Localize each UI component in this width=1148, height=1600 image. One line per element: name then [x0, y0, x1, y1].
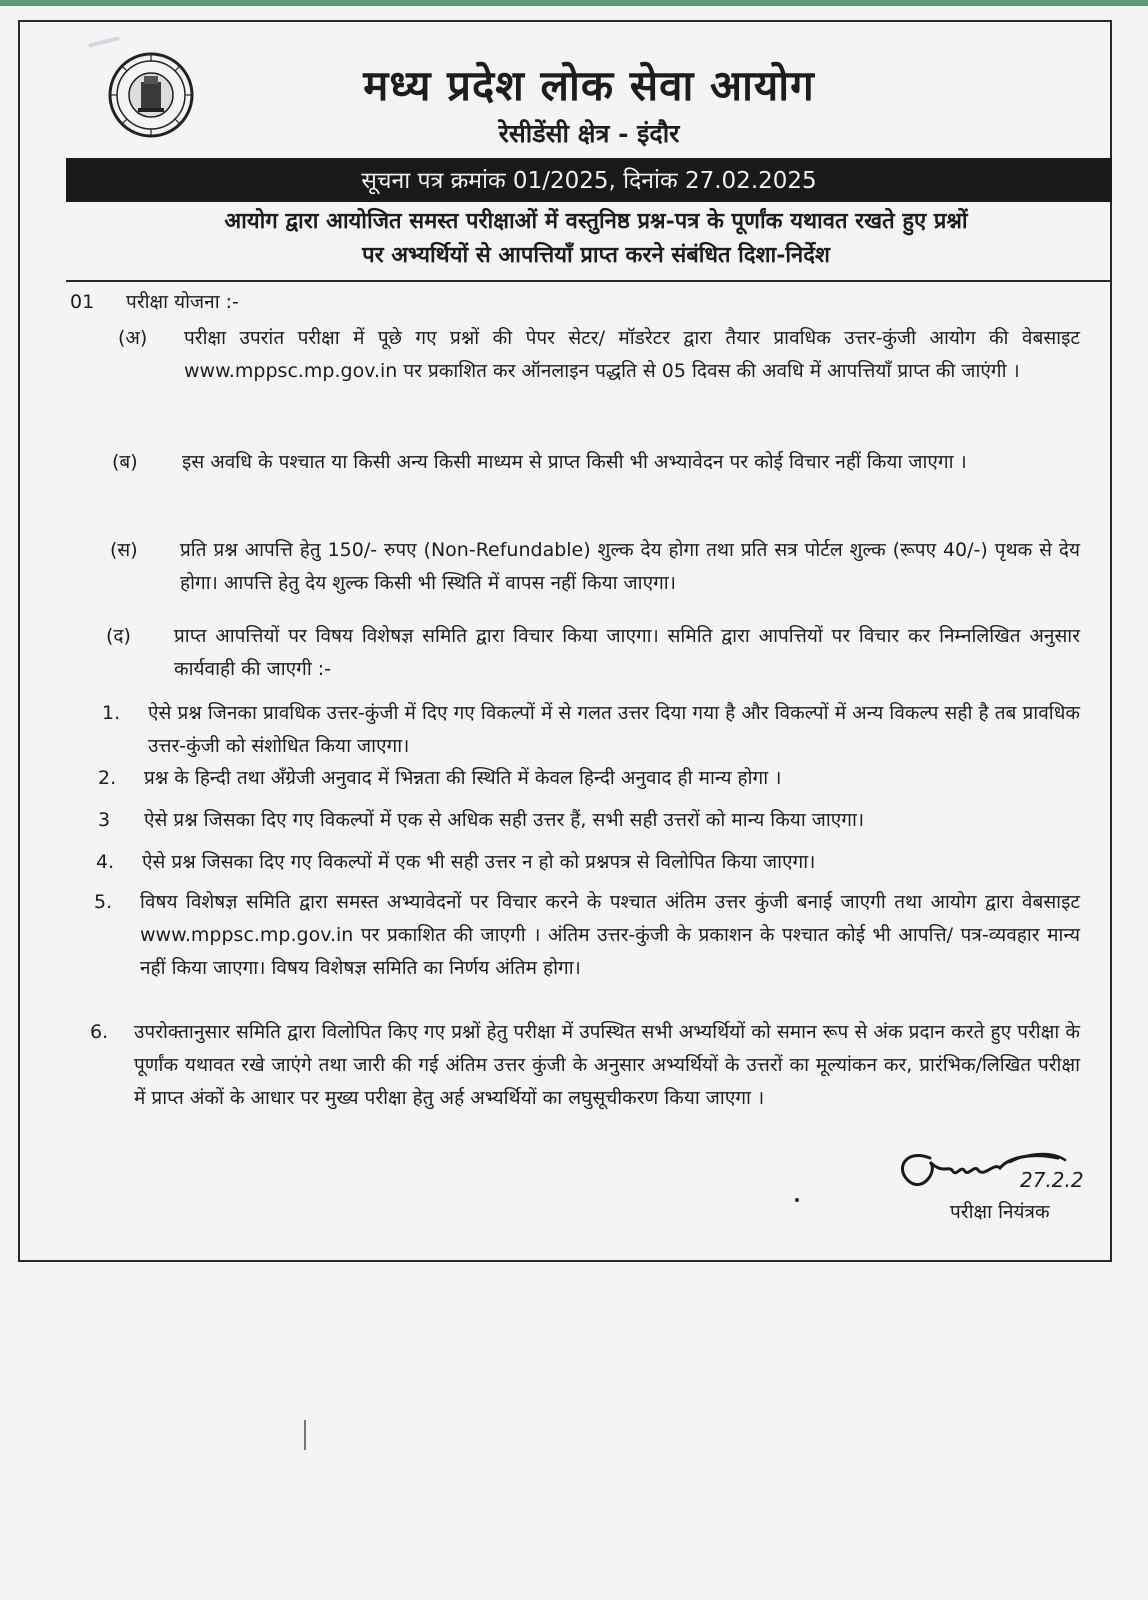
- signatory-designation: परीक्षा नियंत्रक: [950, 1201, 1050, 1223]
- numbered-item: [96, 846, 1082, 880]
- region-subtitle: रेसीडेंसी क्षेत्र - इंदौर: [498, 119, 680, 148]
- item-label: (ब): [112, 451, 138, 473]
- notice-number: सूचना पत्र क्रमांक 01/2025, दिनांक 27.02.2025: [361, 168, 817, 194]
- item-text: उपरोक्तानुसार समिति द्वारा विलोपित किए गए प्रश्नों हेतु परीक्षा में उपस्थित सभी अभ्यर्थियों को समान रूप से अंक प्रदान करते हुए परीक्षा के पूर्णांक यथावत रखे जाएंगे तथा जारी की गई अंतिम उत्तर कुंजी के अनुसार अभ्यर्थियों के उत्तरों का मूल्यांकन कर, प्रारंभिक/लिखित परीक्षा में प्राप्त अंकों के आधार पर मुख्य परीक्षा हेतु अर्ह अभ्यर्थियों का लघुसूचीकरण किया जाएगा ।: [134, 1021, 1080, 1109]
- lettered-item: [110, 534, 1082, 604]
- section-heading: [70, 286, 239, 319]
- numbered-item: [90, 1016, 1082, 1148]
- lettered-item: [112, 322, 1082, 422]
- item-label: 2.: [98, 767, 117, 789]
- item-label: (अ): [118, 327, 148, 349]
- item-text: ऐसे प्रश्न जिनका प्रावधिक उत्तर-कुंजी में दिए गए विकल्पों में से गलत उत्तर दिया गया है और विकल्पों में अन्य विकल्प सही है तब प्रावधिक उत्तर-कुंजी को संशोधित किया जाएगा।: [148, 702, 1080, 757]
- notice-number-bar: [66, 158, 1112, 202]
- section-title: परीक्षा योजना :-: [126, 291, 239, 313]
- item-label: 3: [98, 809, 111, 831]
- document-header: [68, 44, 1110, 174]
- stray-line: [304, 1420, 306, 1450]
- signature-block: [890, 1140, 1120, 1240]
- signature-date: 27.2.2: [1020, 1168, 1084, 1192]
- lettered-item: [112, 446, 1082, 516]
- item-text: प्राप्त आपत्तियों पर विषय विशेषज्ञ समिति द्वारा विचार किया जाएगा। समिति द्वारा आपत्तियों पर विचार कर निम्नलिखित अनुसार कार्यवाही की जाएगी :-: [174, 625, 1080, 680]
- numbered-item: [102, 697, 1082, 763]
- subject-line-1: आयोग द्वारा आयोजित समस्त परीक्षाओं में वस्तुनिष्ठ प्रश्न-पत्र के पूर्णांक यथावत रखते हुए प्रश्नों: [224, 208, 968, 234]
- item-label: 1.: [102, 702, 121, 724]
- item-label: 6.: [90, 1021, 109, 1043]
- item-text: प्रति प्रश्न आपत्ति हेतु 150/- रुपए (Non-Refundable) शुल्क देय होगा तथा प्रति सत्र पोर्टल शुल्क (रूपए 40/-) पृथक से देय होगा। आपत्ति हेतु देय शुल्क किसी भी स्थिति में वापस नहीं किया जाएगा।: [180, 539, 1080, 594]
- numbered-item: [94, 886, 1082, 1018]
- item-text: ऐसे प्रश्न जिसका दिए गए विकल्पों में एक भी सही उत्तर न हो को प्रश्नपत्र से विलोपित किया जाएगा।: [142, 851, 816, 873]
- section-number: 01: [70, 291, 95, 313]
- item-text: ऐसे प्रश्न जिसका दिए गए विकल्पों में एक से अधिक सही उत्तर हैं, सभी सही उत्तरों को मान्य किया जाएगा।: [144, 809, 865, 831]
- item-label: 5.: [94, 891, 113, 913]
- lettered-item: [106, 620, 1082, 690]
- item-label: (स): [110, 539, 138, 561]
- subject-line-2: पर अभ्यर्थियों से आपत्तियाँ प्राप्त करने संबंधित दिशा-निर्देश: [362, 242, 830, 268]
- stray-dot: [795, 1198, 799, 1202]
- item-text: इस अवधि के पश्चात या किसी अन्य किसी माध्यम से प्राप्त किसी भी अभ्यावेदन पर कोई विचार नहीं किया जाएगा ।: [182, 451, 967, 473]
- organization-title: मध्य प्रदेश लोक सेवा आयोग: [363, 61, 815, 110]
- item-text: परीक्षा उपरांत परीक्षा में पूछे गए प्रश्नों की पेपर सेटर/ मॉडरेटर द्वारा तैयार प्रावधिक उत्तर-कुंजी आयोग की वेबसाइट www.mppsc.mp.gov.in पर प्रकाशित कर ऑनलाइन पद्धति से 05 दिवस की अवधि में आपत्तियाँ प्राप्त की जाएंगी ।: [184, 327, 1080, 382]
- numbered-item: [98, 762, 1082, 796]
- divider-line: [66, 280, 1112, 282]
- item-label: 4.: [96, 851, 115, 873]
- numbered-item: [98, 804, 1082, 838]
- subject-heading: [96, 204, 1096, 272]
- item-text: विषय विशेषज्ञ समिति द्वारा समस्त अभ्यावेदनों पर विचार करने के पश्चात अंतिम उत्तर कुंजी बनाई जाएगी तथा आयोग द्वारा वेबसाइट www.mppsc.mp.gov.in पर प्रकाशित की जाएगी । अंतिम उत्तर-कुंजी के प्रकाशन के पश्चात कोई भी आपत्ति/ पत्र-व्यवहार मान्य नहीं किया जाएगा। विषय विशेषज्ञ समिति का निर्णय अंतिम होगा।: [140, 891, 1080, 979]
- item-label: (द): [106, 625, 131, 647]
- item-text: प्रश्न के हिन्दी तथा अँग्रेजी अनुवाद में भिन्नता की स्थिति में केवल हिन्दी अनुवाद ही मान्य होगा ।: [144, 767, 782, 789]
